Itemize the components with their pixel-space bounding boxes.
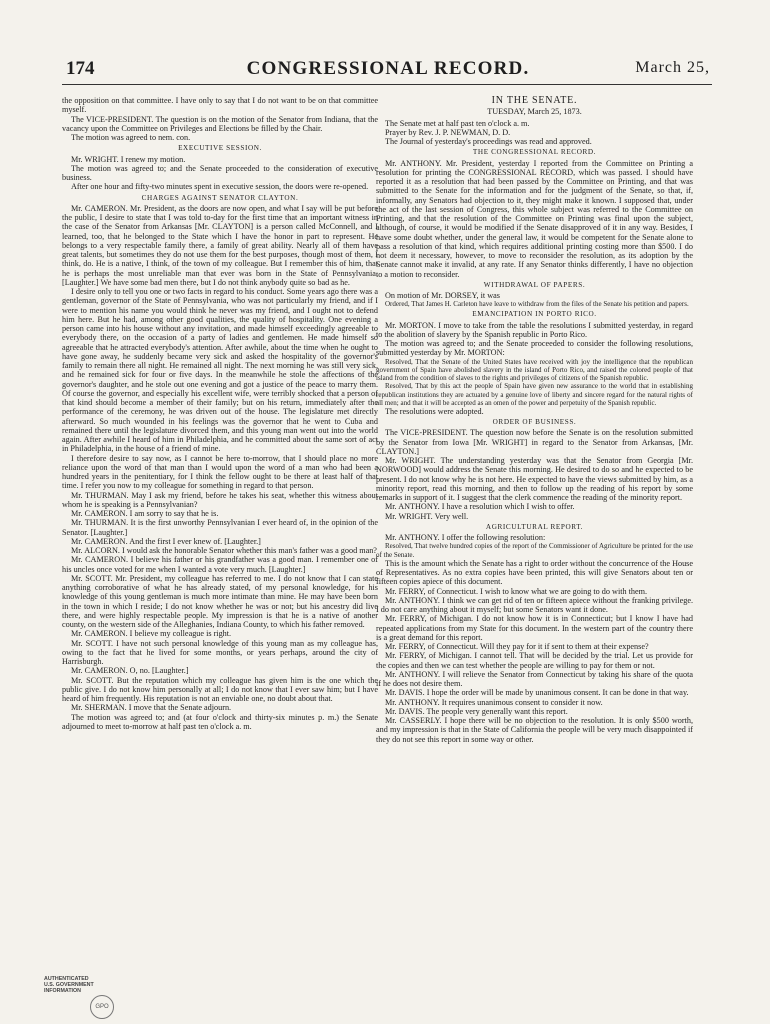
paragraph: The motion was agreed to nem. con. xyxy=(71,133,191,142)
paragraph: Mr. SCOTT. But the reputation which my colleague has given him is the one which the public give. I do not know him personally at all; I do not know that I ever saw him; but I have heard of him frequently. His reputation is not an enviable one, no doubt about that. xyxy=(62,675,378,703)
paragraph: Mr. CAMERON. O, no. [Laughter.] xyxy=(71,666,189,676)
paragraph: Mr. SCOTT. I have not such personal knowledge of this young man as my colleague has, owing to the fact that he lived for some months, or years perhaps, around the city of Harrisburgh. xyxy=(62,638,378,666)
logo-line: INFORMATION xyxy=(44,988,81,995)
paragraph: Mr. CAMERON. I believe my colleague is right. xyxy=(71,629,232,639)
section-heading-record: THE CONGRESSIONAL RECORD. xyxy=(472,148,597,157)
header-rule xyxy=(62,84,712,85)
paragraph: Mr. THURMAN. It is the first unworthy Pennsylvanian I ever heard of, in the opinion of the Senator. [Laughter.] xyxy=(62,518,378,537)
paragraph: Mr. ANTHONY. I think we can get rid of ten or fifteen apiece without the franking privilege. I do not care anything about it myself; but some Senators want it done. xyxy=(376,595,693,615)
section-heading-order: ORDER OF BUSINESS. xyxy=(492,418,577,427)
paragraph: Mr. ANTHONY. Mr. President, yesterday I reported from the Committee on Printing a resolution for printing the CONGRESSIONAL RECORD, which was passed. I should have reported it as a resolution that had been passed by the Committee on Printing, and that was submitted to the Senate for the information and for the judgment of the Senate, so that, if, informally, any Senators had objection to it, they might make it known. I supposed that, under the act of the last session of Congress, this whole subject was referred to the Committee on Printing, and that the resolution of the Committee on Printing was final upon the subject, although, of course, it would be modified if the Senate disapproved of it in any way. Besides, I have some doubt whether, under the general law, it would be competent for the Senate alone to pass a resolution of that kind, which requires additional printing costing more than $500. I do not deem it necessary, however, to move to reconsider the resolution, as its adoption by the Senate cannot make it invalid, at any rate. If any Senator thinks differently, I have no objection to a motion to reconsider. xyxy=(376,158,693,279)
dateline: TUESDAY, March 25, 1873. xyxy=(487,107,582,117)
paragraph: The motion was agreed to; and (at four o'clock and thirty-six minutes p. m.) the Senate adjourned to meet to-morrow at half past ten o'clock a. m. xyxy=(62,712,378,731)
paragraph: Mr. CASSERLY. I hope there will be no objection to the resolution. It is only $500 worth, and my impression is that in the State of California the people will be very much disappointed if they do not see this report in some way or other. xyxy=(376,716,693,744)
paragraph: The Senate met at half past ten o'clock a. m. xyxy=(385,118,530,128)
paragraph: Mr. DAVIS. The people very generally want this report. xyxy=(385,706,568,716)
paragraph: On motion of Mr. DORSEY, it was xyxy=(385,291,500,300)
paragraph: Mr. ANTHONY. I will relieve the Senator from Connecticut by taking his share of the quota if he does not desire them. xyxy=(376,669,693,689)
paragraph: Mr. ANTHONY. I offer the following resolution: xyxy=(385,533,546,543)
paragraph: Mr. ALCORN. I would ask the honorable Senator whether this man's father was a good man? xyxy=(71,546,377,555)
paragraph: Mr. FERRY, of Michigan. I cannot tell. That will be decided by the trial. Let us provide for the copies and then we can test whether the people are willing to pay for them or not. xyxy=(376,651,693,670)
paragraph: This is the amount which the Senate has a right to order without the concurrence of the House of Representatives. As no extra copies have been printed, this will give Senators about ten or fifteen copies apiece of this document. xyxy=(376,558,693,587)
header-date: March 25, xyxy=(635,59,710,76)
gpo-seal-icon: GPO xyxy=(90,995,114,1019)
paragraph: Prayer by Rev. J. P. NEWMAN, D. D. xyxy=(385,127,511,137)
paragraph: the opposition on that committee. I have only to say that I do not want to be on that committee myself. xyxy=(62,96,378,115)
paragraph: Mr. THURMAN. May I ask my friend, before he takes his seat, whether this witness about whom he is speaking is a Pennsylvanian? xyxy=(62,490,378,509)
left-column xyxy=(62,96,378,731)
paragraph: Mr. CAMERON. Mr. President, as the doors are now open, and what I say will be put before the public, I desire to state that I was told to-day for the first time that an important witness in the case of the Senator from Arkansas [Mr. CLAYTON] is a person called McConnell, and I learned, too, that he belonged to the State which I have the honor in part to represent. He belongs to a very respectable family there, a family of great ability. Nearly all of them have great talents, but sometimes they do not use them for the best purposes, though most of them, I think, do. He is a native, I think, of the town of my colleague. But I remember this of him, that he is perhaps the most unreliable man that ever was born in the State of Pennsylvania. [Laughter.] We have some bad men there, but I do not think anybody quite so bad as he. xyxy=(62,203,378,287)
paragraph: The motion was agreed to; and the Senate proceeded to the consideration of executive business. xyxy=(62,163,378,182)
paragraph: Mr. CAMERON. And the first I ever knew of. [Laughter.] xyxy=(71,536,261,546)
resolution-text: Resolved, That twelve hundred copies of the report of the Commissioner of Agriculture be printed for the use of the Senate. xyxy=(376,542,693,559)
paragraph: Mr. SHERMAN. I move that the Senate adjourn. xyxy=(71,703,232,713)
paragraph: Mr. MORTON. I move to take from the table the resolutions I submitted yesterday, in regard to the abolition of slavery by the Spanish republic in Porto Rico. xyxy=(376,320,693,339)
section-heading-agricultural: AGRICULTURAL REPORT. xyxy=(485,522,584,531)
logo-line: U.S. GOVERNMENT xyxy=(44,982,94,989)
section-heading-executive-session: EXECUTIVE SESSION. xyxy=(178,144,262,153)
paragraph: Mr. SCOTT. Mr. President, my colleague has referred to me. I do not know that I can state anything corroborative of what he has already stated, of my personal knowledge, for his knowledge of this young gentleman is much more intimate than mine. He may have been born in the town in which I reside; I do not know whether he was or not; but his ancestry did live there, and were highly respectable people. My impression is that he is a native of another county, on the western side of the Alleghanies, Indiana County, to which his father removed. xyxy=(62,573,378,629)
right-column xyxy=(376,96,693,744)
paragraph: Mr. WRIGHT. Very well. xyxy=(385,511,469,521)
paragraph: I desire only to tell you one or two facts in regard to his conduct. Some years ago there was a gentleman, governor of the State of Pennsylvania, who was not particularly my friend, and if I were to mention his name you would think he never was my friend, and I ought not to defend him here. But he had, among other good qualities, the quality of hospitality. One evening a person came into his house without any invitation, and made himself exceedingly agreeable to everybody there, on the occasion of a party of ladies and gentlemen. He made himself so agreeable that he attracted everybody's attention. After awhile, about the time when he ought to have gone away, he suddenly became very sick and asked the hospitality of the governor's family to remain there all night. He remained all night. The next morning he was still very sick, and he remained sick for four or five days. In the meanwhile he stole the affections of the governor's daughter, and he stole out one evening and got a justice of the peace to marry them. Of course the governor, and especially his excellent wife, were terribly shocked that a person of that kind should become a member of their family; but on his return, immediately after the performance of the ceremony, he was driven out of the house. The legislature met directly afterward. So much wounded in his feelings was the governor that he went to Cuba and remained there until the legislature divorced them, and this young man went out into the world again. After awhile I heard of him in Philadelphia, and he committed about the same sort of act in Philadelphia, in the house of a friend of mine. xyxy=(62,287,378,454)
paragraph: The VICE-PRESIDENT. The question now before the Senate is on the resolution submitted by the Senator from Iowa [Mr. WRIGHT] in regard to the Senator from Arkansas, [Mr. CLAYTON.] xyxy=(376,428,693,456)
paragraph: I therefore desire to say now, as I cannot be here to-morrow, that I should place no more reliance upon the word of that man than I would upon the word of a man who had been a hundred years in the penitentiary, for I think the fellow ought to be there at least half of that time. I refer you now to my colleague for something in regard to that person. xyxy=(62,453,378,491)
paragraph: The Journal of yesterday's proceedings was read and approved. xyxy=(385,137,592,146)
page-number: 174 xyxy=(66,58,95,79)
gpo-authentication-logo xyxy=(44,976,114,1020)
paragraph: Mr. WRIGHT. I renew my motion. xyxy=(71,154,186,164)
paragraph: Mr. CAMERON. I am sorry to say that he is. xyxy=(71,509,219,518)
paragraph: Mr. DAVIS. I hope the order will be made by unanimous consent. It can be done in that way. xyxy=(385,688,689,698)
paragraph: The VICE-PRESIDENT. The question is on the motion of the Senator from Indiana, that the vacancy upon the Committee on Privileges and Elections be filled by the Chair. xyxy=(62,114,378,133)
paragraph: The resolutions were adopted. xyxy=(385,406,484,416)
paragraph: Mr. ANTHONY. I have a resolution which I wish to offer. xyxy=(385,502,575,512)
paragraph: After one hour and fifty-two minutes spent in executive session, the doors were re-opened. xyxy=(71,182,369,192)
journal-title: CONGRESSIONAL RECORD. xyxy=(246,58,530,79)
paragraph: Mr. FERRY, of Connecticut. Will they pay for it if sent to them at their expense? xyxy=(385,642,649,652)
resolution-text: Resolved, That by this act the people of Spain have given new assurance to the world that in establishing republican institutions they are actuated by a genuine love of liberty and sincere regard for the natural rights of all men; and that it will be accepted as an omen of the power and perpetuity of the Spanish republic. xyxy=(376,382,693,407)
section-heading-emancipation: EMANCIPATION IN PORTO RICO. xyxy=(472,310,597,319)
paragraph: Mr. FERRY, of Connecticut. I wish to know what we are going to do with them. xyxy=(385,586,648,596)
paragraph: Mr. ANTHONY. It requires unanimous consent to consider it now. xyxy=(385,697,603,707)
paragraph: Mr. WRIGHT. The understanding yesterday was that the Senator from Georgia [Mr. NORWOOD] would address the Senate this morning. He desired to do so and he expected to be present. I do not know why he is not here. He expected to have the views submitted by him, as a minority report, read this morning, and then to follow up the reading of his report by some remarks in support of it. I suggest that the clerk commence the reading of the minority report. xyxy=(376,456,693,503)
logo-line: AUTHENTICATED xyxy=(44,976,89,982)
paragraph: Mr. CAMERON. I believe his father or his grandfather was a good man. I remember one of his uncles once voted for me when I wanted a vote very much. [Laughter.] xyxy=(62,555,378,574)
order-text: Ordered, That James H. Carleton have leave to withdraw from the files of the Senate his petition and papers. xyxy=(385,300,689,309)
paragraph: The motion was agreed to; and the Senate proceeded to consider the following resolutions, submitted yesterday by Mr. MORTON: xyxy=(376,339,693,358)
section-heading-charges: CHARGES AGAINST SENATOR CLAYTON. xyxy=(141,193,299,202)
senate-heading: IN THE SENATE. xyxy=(491,95,578,106)
section-heading-withdrawal: WITHDRAWAL OF PAPERS. xyxy=(483,280,586,289)
paragraph: Mr. FERRY, of Michigan. I do not know how it is in Connecticut; but I know I have had repeated applications from my State for this document. In the western part of the country there is a great demand for this report. xyxy=(376,614,693,642)
resolution-text: Resolved, That the Senate of the United States have received with joy the intelligence that the republican government of Spain have abolished slavery in the island of Porto Rico, and raised the colored people of that island from the condition of slaves to the rights and privileges of citizens of the Spanish republic. xyxy=(376,357,693,383)
